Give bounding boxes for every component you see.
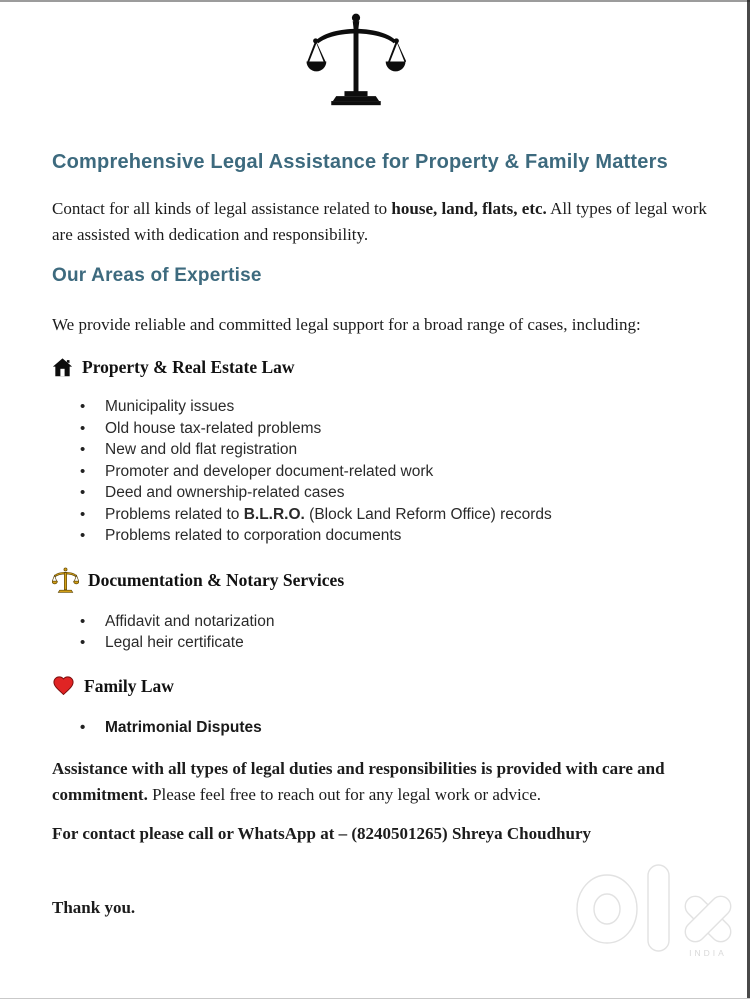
page-title: Comprehensive Legal Assistance for Property & Family Matters [52,151,668,173]
notary-list [52,611,730,654]
list-item: • Legal heir certificate [52,632,730,654]
intro-text-suffix: All types of legal work are assisted with dedication and responsibility. [52,199,707,244]
expertise-intro: We provide reliable and committed legal support for a broad range of cases, including: [52,315,641,334]
list-item: • Promoter and developer document-related work [52,461,730,483]
closing-bold-text: Assistance with all types of legal duties and responsibilities is provided with care and commitment. [52,759,665,804]
section-title: Family Law [84,675,174,696]
item-bold-text: B.L.R.O. [243,505,305,523]
closing-paragraph [52,756,730,808]
list-item [52,504,730,526]
intro-paragraph [52,196,730,248]
heart-icon [52,674,75,697]
house-icon [52,357,73,378]
family-list [52,717,730,739]
list-item: • Municipality issues [52,396,730,418]
list-item: • Old house tax-related problems [52,418,730,440]
intro-bold-text: house, land, flats, etc. [391,199,547,218]
intro-text: Contact for all kinds of legal assistance related to [52,199,392,218]
section-title: Property & Real Estate Law [82,357,295,377]
item-text-suffix: (Block Land Reform Office) records [304,505,552,523]
expertise-heading: Our Areas of Expertise [52,265,262,286]
section-heading-property [52,354,730,380]
list-item: • Problems related to corporation documents [52,525,730,547]
scales-of-justice-icon [341,12,441,106]
contact-line: For contact please call or WhatsApp at – (8240501265) Shreya Choudhury [52,824,591,843]
section-heading-family [52,673,730,699]
list-item: • New and old flat registration [52,439,730,461]
list-item: • Deed and ownership-related cases [52,482,730,504]
section-title: Documentation & Notary Services [88,570,345,590]
scan-edge-top [0,0,750,2]
gold-scales-icon [52,567,79,594]
property-list [52,396,730,547]
list-item: • Matrimonial Disputes [52,717,730,739]
closing-normal-text: Please feel free to reach out for any legal work or advice. [147,785,542,804]
olx-watermark-country: INDIA [689,948,727,958]
thank-you-text: Thank you. [52,898,136,917]
header-logo [52,12,730,106]
item-text: Problems related to [105,505,244,523]
section-heading-notary [52,567,730,594]
list-item: • Affidavit and notarization [52,611,730,633]
